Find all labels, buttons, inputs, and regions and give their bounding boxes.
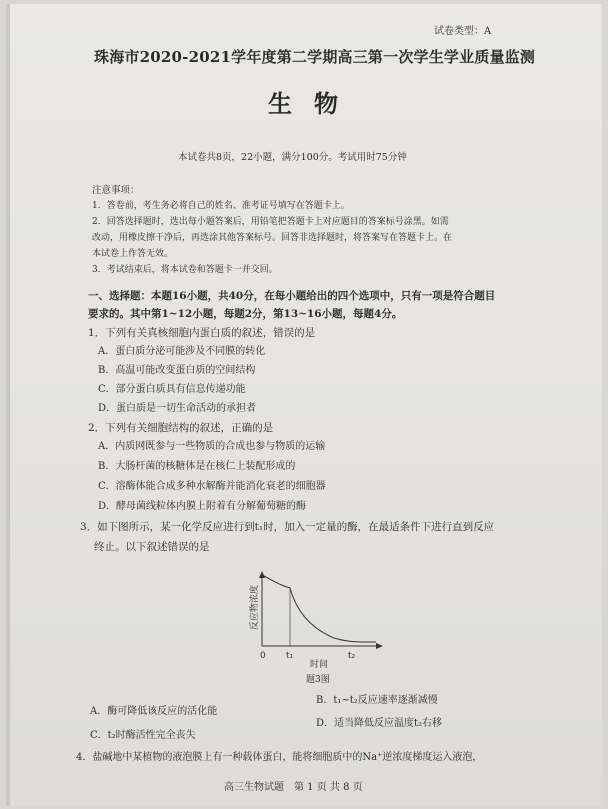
notice-line: 3．考试结束后，将本试卷和答题卡一并交回。 — [92, 265, 278, 275]
question-3-option-a: A．酶可降低该反应的活化能 — [90, 706, 218, 717]
question-2-option-a: A．内质网既参与一些物质的合成也参与物质的运输 — [98, 441, 326, 452]
notice-line: 1．答卷前，考生务必将自己的姓名、准考证号填写在答题卡上。 — [92, 201, 350, 211]
x-axis-label: 时间 — [310, 660, 329, 670]
exam-info: 本试卷共8页，22小题，满分100分。考试用时75分钟 — [178, 152, 407, 163]
question-1-stem: 1．下列有关真核细胞内蛋白质的叙述，错误的是 — [88, 327, 316, 339]
question-2-option-d: D．酵母菌线粒体内膜上附着有分解葡萄糖的酶 — [98, 501, 307, 512]
page-edge — [6, 4, 10, 806]
question-1-option-d: D．蛋白质是一切生命活动的承担者 — [98, 403, 257, 414]
y-axis-label: 反应物浓度 — [250, 584, 260, 630]
origin-label: 0 — [260, 651, 266, 661]
question-2-option-b: B．大肠杆菌的核糖体是在核仁上装配形成的 — [98, 461, 296, 472]
question-2-option-c: C．溶酶体能合成多种水解酶并能消化衰老的细胞器 — [98, 481, 326, 492]
figure-caption: 题3图 — [306, 675, 330, 685]
concentration-curve — [264, 576, 376, 642]
question-1-option-c: C．部分蛋白质具有信息传递功能 — [98, 384, 246, 395]
y-axis-arrow — [259, 571, 265, 578]
notice-line: 本试卷上作答无效。 — [92, 249, 174, 259]
question-3-stem: 3．如下图所示，某一化学反应进行到t₁时，加入一定量的酶，在最适条件下进行直到反应 — [80, 521, 495, 533]
question-3-option-d: D．适当降低反应温度t₂右移 — [316, 718, 443, 729]
question-3-option-c: C．t₂时酶活性完全丧失 — [90, 730, 196, 741]
section-heading-cont: 要求的。其中第1~12小题，每题2分，第13~16小题，每题4分。 — [88, 308, 403, 320]
question-1-option-b: B．高温可能改变蛋白质的空间结构 — [98, 365, 256, 376]
t1-label: t₁ — [286, 651, 294, 661]
section-heading: 一、选择题：本题16小题，共40分，在每小题给出的四个选项中，只有一项是符合题目 — [88, 290, 496, 302]
page-footer: 高三生物试题 第 1 页 共 8 页 — [224, 782, 363, 793]
notice-line: 2．回答选择题时，选出每小题答案后，用铅笔把答题卡上对应题目的答案标号涂黑。如需 — [92, 217, 449, 227]
exam-title: 珠海市2020-2021学年度第二学期高三第一次学生学业质量监测 — [94, 48, 536, 66]
notice-title: 注意事项： — [92, 185, 140, 196]
enzyme-reaction-graph — [244, 570, 384, 670]
question-4-stem: 4．盐碱地中某植物的液泡膜上有一种载体蛋白，能将细胞质中的Na⁺逆浓度梯度运入液泡， — [76, 752, 483, 763]
notice-line: 改动，用橡皮擦干净后，再选涂其他答案标号。回答非选择题时，将答案写在答题卡上。在 — [92, 233, 453, 243]
x-axis-arrow — [376, 643, 383, 649]
paper-type-label: 试卷类型：A — [434, 26, 492, 37]
exam-page — [6, 4, 602, 806]
question-3-option-b: B．t₁~t₂反应速率逐渐减慢 — [316, 695, 438, 706]
question-2-stem: 2．下列有关细胞结构的叙述，正确的是 — [88, 422, 274, 434]
subject-title: 生物 — [268, 89, 360, 118]
t2-label: t₂ — [348, 651, 356, 661]
question-3-stem-cont: 终止。以下叙述错误的是 — [94, 541, 210, 553]
question-1-option-a: A．蛋白质分泌可能涉及不同膜的转化 — [98, 346, 266, 357]
